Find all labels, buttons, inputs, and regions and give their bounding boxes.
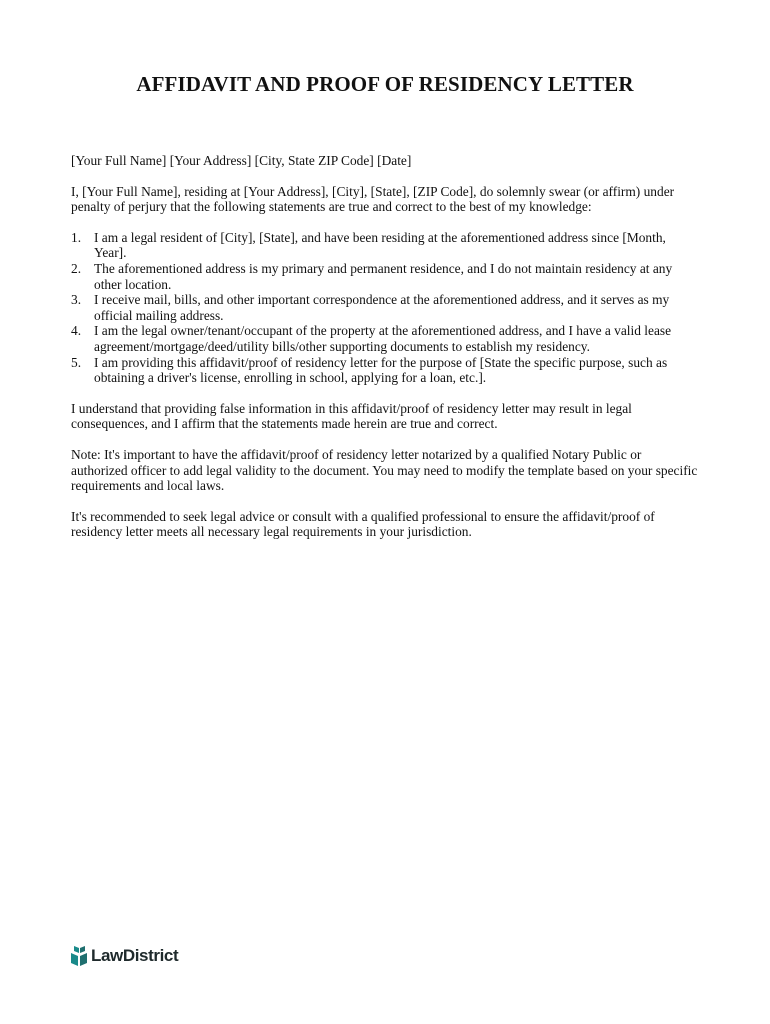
lawdistrict-logo [70, 944, 178, 968]
list-item-number: 5. [71, 354, 82, 370]
list-item-number: 4. [71, 323, 82, 339]
recommendation-paragraph: It's recommended to seek legal advice or consult with a qualified professional to ensure the affidavit/proof of residency letter meets all necessary legal requirements in your jurisdiction. [71, 508, 655, 540]
lawdistrict-logo-icon [70, 945, 88, 967]
list-item-text: The aforementioned address is my primary and permanent residence, and I do not maintain residency at any other location. [94, 260, 673, 292]
list-item-number: 3. [71, 292, 82, 308]
list-item [71, 292, 701, 323]
list-item [71, 323, 701, 354]
list-item-number: 1. [71, 229, 82, 245]
list-item-text: I am providing this affidavit/proof of residency letter for the purpose of [State the specific purpose, such as obtaining a driver's license, enrolling in school, applying for a loan, etc.]. [94, 354, 668, 386]
list-item-text: I receive mail, bills, and other important correspondence at the aforementioned address, and it serves as my official mailing address. [94, 292, 670, 323]
logo-text: LawDistrict [91, 946, 179, 965]
understanding-paragraph: I understand that providing false information in this affidavit/proof of residency letter may result in legal consequences, and I affirm that the statements made herein are true and correct. [71, 400, 632, 432]
statements-list [71, 230, 701, 386]
list-item-number: 2. [71, 260, 82, 276]
document-body [71, 153, 701, 555]
list-item [71, 230, 701, 261]
list-item-text: I am a legal resident of [City], [State], and have been residing at the aforementioned address since [Month, Year]. [94, 229, 666, 261]
list-item-text: I am the legal owner/tenant/occupant of the property at the aforementioned address, and I have a valid lease agreement/mortgage/deed/utility bills/other supporting documents to establish my residency. [94, 323, 672, 354]
note-paragraph: Note: It's important to have the affidavit/proof of residency letter notarized by a qualified Notary Public or authorized officer to add legal validity to the document. You may need to modify the template based on your specific requirements and local laws. [71, 446, 698, 494]
header-line: [Your Full Name] [Your Address] [City, State ZIP Code] [Date] [71, 153, 412, 168]
intro-paragraph: I, [Your Full Name], residing at [Your Address], [City], [State], [ZIP Code], do solemnly swear (or affirm) under penalty of perjury that the following statements are true and correct to the best of my knowledge: [71, 183, 675, 215]
document-title: AFFIDAVIT AND PROOF OF RESIDENCY LETTER [136, 72, 634, 96]
list-item [71, 261, 701, 292]
list-item [71, 355, 701, 386]
